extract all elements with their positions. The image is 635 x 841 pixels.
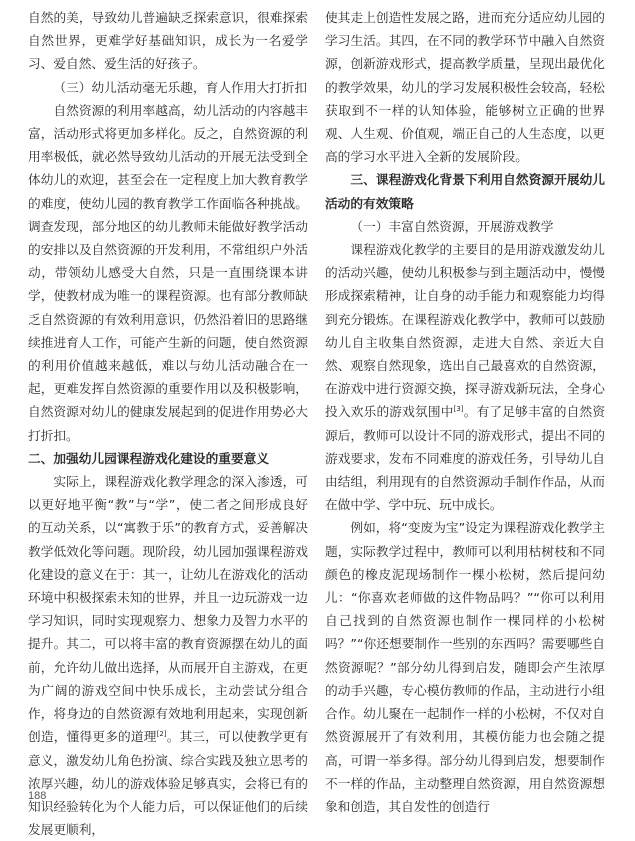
right-column xyxy=(325,6,605,818)
section-heading-3: 三、课程游戏化背景下利用自然资源开展幼儿活动的有效策略 xyxy=(325,172,605,211)
subheading-no-fun: （三）幼儿活动毫无乐趣，育人作用大打折扣 xyxy=(53,79,308,95)
paragraph-game-teaching xyxy=(325,238,605,516)
left-column xyxy=(28,6,308,841)
paragraph-continued: 使其走上创造性发展之路，进而充分适应幼儿园的学习生活。其四，在不同的教学环节中融入自然资源，创新游戏形式，提高教学质量，呈现出最优化的教学效果，幼儿的学习发展积极性会较高，轻松获取到不一样的认知体验，能够树立正确的世界观、人生观、价值观，端正自己的人生态度，以更高的学习水平进入全新的发展阶段。 xyxy=(325,10,605,165)
paragraph-text-tail: 。有了足够丰富的自然资源后，教师可以设计不同的游戏形式，提出不同的游戏要求，发布不同难度的游戏任务，引导幼儿自由结组，利用现有的自然资源动手制作作品，从而在做中学、学中玩、玩中成长。 xyxy=(325,404,606,513)
paragraph-text: 实际上，课程游戏化教学理念的深入渗透，可以更好地平衡“教”与“学”，使二者之间形成良好的互动关系，以“寓教于乐”的教育方式，妥善解决教学低效化等问题。现阶段，幼儿园加强课程游戏化建设的意义在于：其一，让幼儿在游戏化的活动环境中积极探索未知的世界，并且一边玩游戏一边学习知识，同时实现观察力、想象力及智力水平的提升。其二，可以将丰富的教育资源摆在幼儿的面前，允许幼儿做出选择，从而展开自主游戏，在更为广阔的游戏空间中快乐成长，主动尝试分组合作，将身边的自然资源有效地利用起来，实现创新创造，懂得更多的道理 xyxy=(28,474,308,745)
paragraph-example: 例如，将“变废为宝”设定为课程游戏化教学主题，实际教学过程中，教师可以利用枯树枝和不同颜色的橡皮泥现场制作一棵小松树，然后提问幼儿：“你喜欢老师做的这件物品吗？”“你可以利用自己找到的自然资源也制作一棵同样的小松树吗？”“你还想要制作一些别的东西吗？需要哪些自然资源呢？”部分幼儿得到启发，随即会产生浓厚的动手兴趣，专心模仿教师的作品，主动进行小组合作。幼儿聚在一起制作一样的小松树，不仅对自然资源展开了有效利用，其模仿能力也会随之提高，可谓一举多得。部分幼儿得到启发，想要制作不一样的作品，主动整理自然资源，用自然资源想象和创造，其自发性的创造行 xyxy=(325,520,605,814)
subheading-enrich-resources: （一）丰富自然资源，开展游戏教学 xyxy=(350,218,554,234)
paragraph-continued: 自然的美，导致幼儿普遍缺乏探索意识，很难探索自然世界，更难学好基础知识，成长为一名爱学习、爱自然、爱生活的好孩子。 xyxy=(28,10,308,72)
section-heading-2: 二、加强幼儿园课程游戏化建设的重要意义 xyxy=(28,450,270,466)
citation-ref: [3] xyxy=(453,405,464,414)
citation-ref: [2] xyxy=(156,730,167,739)
paragraph-text-tail: 。其三，可以使教学更有意义，激发幼儿角色扮演、综合实践及独立思考的浓厚兴趣，幼儿的游戏体验足够真实，会将已有的知识经验转化为个人能力后，可以保证他们的后续发展更顺利， xyxy=(28,729,309,838)
paragraph-text: 课程游戏化教学的主要目的是用游戏激发幼儿的活动兴趣，使幼儿积极参与到主题活动中，慢慢形成探索精神，让自身的动手能力和观察能力均得到充分锻炼。在课程游戏化教学中，教师可以鼓励幼儿自主收集自然资源，走进大自然、亲近大自然、观察自然现象，选出自己最喜欢的自然资源，在游戏中进行资源交换，探寻游戏新玩法，全身心投入欢乐的游戏氛围中 xyxy=(325,242,605,420)
paragraph-resource-utilization: 自然资源的利用率越高，幼儿活动的内容越丰富，活动形式将更加多样化。反之，自然资源的利用率极低，就必然导致幼儿活动的开展无法受到全体幼儿的欢迎，甚至会在一定程度上加大教育教学的难度，使幼儿园的教育教学工作面临各种挑战。调查发现，部分地区的幼儿教师未能做好教学活动的安排以及自然资源的开发利用，不常组织户外活动，带领幼儿感受大自然，只是一直围绕课本讲学，使教材成为唯一的课程资源。也有部分教师缺乏自然资源的有效利用意识，仍然沿着旧的思路继续推进育人工作，可能产生新的问题，使自然资源的利用价值越来越低，难以与幼儿活动融合在一起，更难发挥自然资源的重要作用以及积极影响，自然资源对幼儿的健康发展起到的促进作用势必大打折扣。 xyxy=(28,102,308,443)
paragraph-significance xyxy=(28,470,308,841)
page-number: 188 xyxy=(28,790,47,802)
